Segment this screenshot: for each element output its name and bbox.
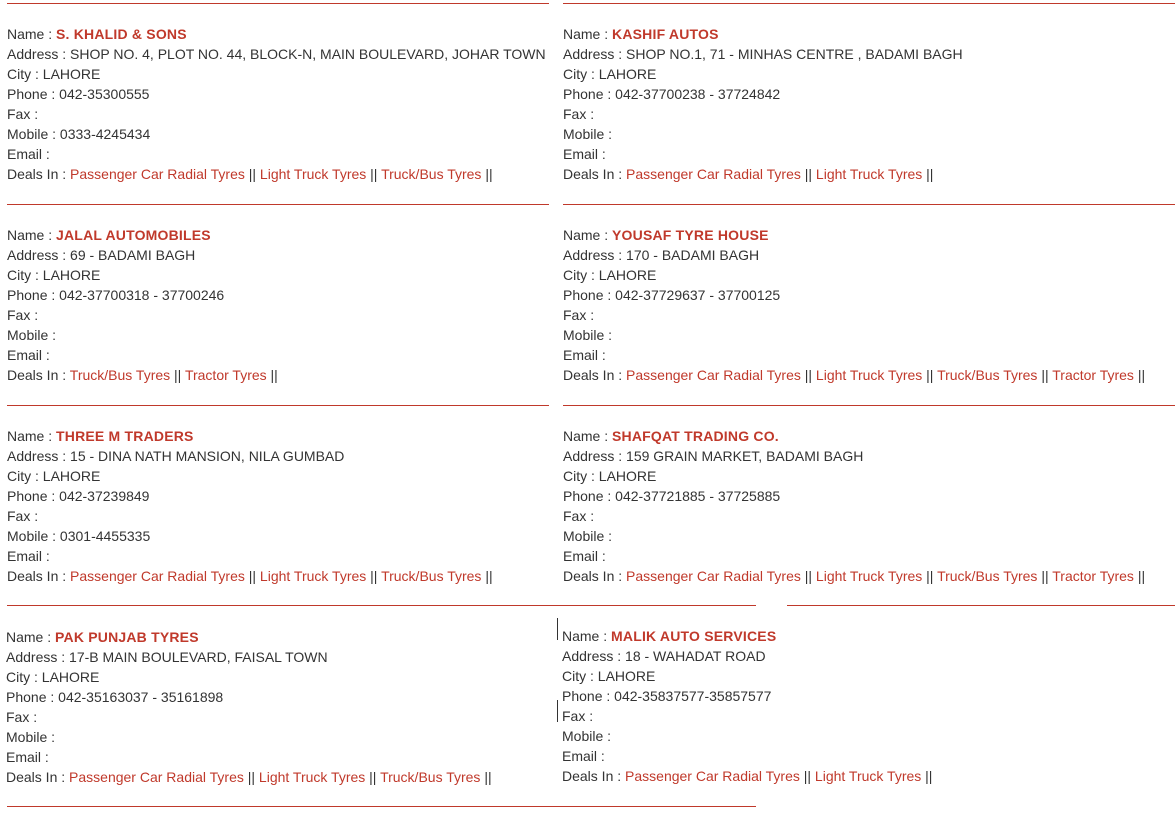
tyre-category-link[interactable]: Truck/Bus Tyres — [380, 769, 481, 785]
dealer-card — [563, 225, 1145, 385]
address-label: Address : — [6, 649, 70, 665]
dealer-mobile: 0333-4245434 — [59, 126, 151, 142]
deals-separator: || — [366, 166, 382, 182]
dealer-phone-row — [563, 285, 1145, 305]
deals-separator: || — [481, 568, 493, 584]
divider — [7, 806, 756, 807]
email-label: Email : — [563, 146, 606, 162]
tyre-category-link[interactable]: Passenger Car Radial Tyres — [626, 166, 801, 182]
dealer-deals-in-row — [563, 566, 1145, 586]
deals-separator: || — [170, 367, 185, 383]
dealer-name: SHAFQAT TRADING CO. — [612, 428, 779, 444]
dealer-deals-in-row — [6, 767, 492, 787]
tyre-category-link[interactable]: Passenger Car Radial Tyres — [626, 568, 801, 584]
deals-in-label: Deals In : — [7, 367, 70, 383]
dealer-name-row — [7, 426, 493, 446]
fax-label: Fax : — [563, 508, 595, 524]
fax-label: Fax : — [562, 708, 594, 724]
deals-separator: || — [244, 166, 260, 182]
dealer-mobile-row — [7, 325, 278, 345]
city-label: City : — [7, 66, 43, 82]
dealer-city: LAHORE — [42, 468, 101, 484]
phone-label: Phone : — [7, 488, 60, 504]
address-label: Address : — [562, 648, 626, 664]
tyre-category-link[interactable]: Truck/Bus Tyres — [937, 367, 1038, 383]
phone-label: Phone : — [562, 688, 615, 704]
dealer-address: 170 - BADAMI BAGH — [626, 247, 760, 263]
city-label: City : — [7, 267, 43, 283]
dealer-phone-row — [7, 285, 278, 305]
dealer-mobile-row — [7, 124, 546, 144]
dealer-address-row — [7, 245, 278, 265]
deals-separator: || — [1133, 568, 1146, 584]
dealer-city: LAHORE — [598, 468, 657, 484]
tyre-category-link[interactable]: Passenger Car Radial Tyres — [69, 769, 244, 785]
dealer-email-row — [562, 746, 932, 766]
address-label: Address : — [563, 247, 627, 263]
city-label: City : — [563, 267, 599, 283]
email-label: Email : — [6, 749, 49, 765]
dealer-email-row — [563, 144, 963, 164]
tyre-category-link[interactable]: Truck/Bus Tyres — [381, 166, 482, 182]
dealer-deals-in-row — [7, 164, 546, 184]
dealer-city-row — [563, 466, 1145, 486]
dealer-email-row — [7, 546, 493, 566]
fax-label: Fax : — [7, 307, 39, 323]
dealer-address-row — [562, 646, 932, 666]
phone-label: Phone : — [563, 86, 616, 102]
dealer-card — [7, 426, 493, 586]
dealer-name-row — [6, 627, 492, 647]
dealer-address: 69 - BADAMI BAGH — [70, 247, 196, 263]
dealer-card — [7, 24, 546, 184]
dealer-city: LAHORE — [41, 669, 100, 685]
city-label: City : — [562, 668, 598, 684]
dealer-phone: 042-37729637 - 37700125 — [615, 287, 781, 303]
name-label: Name : — [7, 227, 57, 243]
dealer-phone: 042-37239849 — [59, 488, 150, 504]
tyre-category-link[interactable]: Truck/Bus Tyres — [69, 367, 171, 383]
deals-separator: || — [1037, 568, 1053, 584]
dealer-name-row — [7, 24, 546, 44]
city-label: City : — [563, 468, 599, 484]
dealer-email-row — [6, 747, 492, 767]
dealer-address-row — [7, 44, 546, 64]
dealer-name: YOUSAF TYRE HOUSE — [612, 227, 769, 243]
dealer-mobile-row — [563, 325, 1145, 345]
deals-separator: || — [800, 367, 816, 383]
name-label: Name : — [6, 629, 56, 645]
mobile-label: Mobile : — [7, 528, 60, 544]
dealer-mobile: 0301-4455335 — [59, 528, 151, 544]
tyre-category-link[interactable]: Light Truck Tyres — [259, 166, 367, 182]
tyre-category-link[interactable]: Light Truck Tyres — [815, 166, 923, 182]
dealer-fax-row — [563, 506, 1145, 526]
deals-separator: || — [244, 568, 260, 584]
address-label: Address : — [563, 46, 627, 62]
dealer-email-row — [563, 546, 1145, 566]
name-label: Name : — [563, 26, 613, 42]
deals-separator: || — [799, 768, 815, 784]
mobile-label: Mobile : — [7, 126, 60, 142]
tyre-category-link[interactable]: Passenger Car Radial Tyres — [625, 768, 800, 784]
tyre-category-link[interactable]: Light Truck Tyres — [815, 568, 923, 584]
dealer-phone-row — [563, 84, 963, 104]
fax-label: Fax : — [7, 508, 39, 524]
divider — [7, 3, 549, 4]
dealer-name: THREE M TRADERS — [56, 428, 194, 444]
dealer-city-row — [562, 666, 932, 686]
deals-separator: || — [800, 568, 816, 584]
tyre-category-link[interactable]: Truck/Bus Tyres — [381, 568, 482, 584]
tyre-category-link[interactable]: Passenger Car Radial Tyres — [626, 367, 801, 383]
tyre-category-link[interactable]: Light Truck Tyres — [814, 768, 922, 784]
dealer-name-row — [563, 225, 1145, 245]
dealer-name: S. KHALID & SONS — [56, 26, 187, 42]
dealer-name: KASHIF AUTOS — [612, 26, 719, 42]
deals-separator: || — [480, 769, 492, 785]
address-label: Address : — [563, 448, 627, 464]
phone-label: Phone : — [7, 86, 60, 102]
dealer-city-row — [7, 466, 493, 486]
email-label: Email : — [7, 548, 50, 564]
mobile-label: Mobile : — [563, 126, 613, 142]
dealer-mobile-row — [7, 526, 493, 546]
fax-label: Fax : — [563, 307, 595, 323]
dealer-city: LAHORE — [598, 267, 657, 283]
address-label: Address : — [7, 247, 71, 263]
divider — [7, 204, 549, 205]
dealer-name-row — [563, 24, 963, 44]
dealer-email-row — [7, 144, 546, 164]
dealer-address: SHOP NO.1, 71 - MINHAS CENTRE , BADAMI BAGH — [626, 46, 963, 62]
dealer-deals-in-row — [7, 566, 493, 586]
dealer-city-row — [563, 64, 963, 84]
divider — [787, 605, 1175, 606]
dealer-phone: 042-35163037 - 35161898 — [58, 689, 224, 705]
mobile-label: Mobile : — [562, 728, 612, 744]
dealer-mobile-row — [6, 727, 492, 747]
dealer-city: LAHORE — [598, 66, 657, 82]
tyre-category-link[interactable]: Tractor Tyres — [184, 367, 267, 383]
dealer-phone-row — [563, 486, 1145, 506]
deals-in-label: Deals In : — [7, 166, 71, 182]
dealer-phone-row — [7, 486, 493, 506]
email-label: Email : — [7, 347, 50, 363]
dealer-deals-in-row — [562, 766, 932, 786]
fax-label: Fax : — [7, 106, 39, 122]
dealer-fax-row — [563, 305, 1145, 325]
tyre-category-link[interactable]: Tractor Tyres — [1052, 568, 1134, 584]
name-label: Name : — [7, 26, 57, 42]
dealer-address-row — [563, 245, 1145, 265]
dealer-deals-in-row — [563, 164, 963, 184]
tyre-category-link[interactable]: Light Truck Tyres — [258, 769, 366, 785]
dealer-city-row — [6, 667, 492, 687]
dealer-email-row — [563, 345, 1145, 365]
deals-separator: || — [922, 166, 934, 182]
dealer-name-row — [563, 426, 1145, 446]
city-label: City : — [7, 468, 43, 484]
tyre-category-link[interactable]: Light Truck Tyres — [259, 568, 367, 584]
dealer-phone: 042-35837577-35857577 — [614, 688, 772, 704]
phone-label: Phone : — [7, 287, 60, 303]
dealer-mobile-row — [563, 526, 1145, 546]
fax-label: Fax : — [563, 106, 595, 122]
dealer-phone: 042-37700318 - 37700246 — [59, 287, 225, 303]
dealer-city-row — [7, 64, 546, 84]
mobile-label: Mobile : — [563, 327, 613, 343]
deals-in-label: Deals In : — [563, 367, 627, 383]
city-label: City : — [6, 669, 42, 685]
address-label: Address : — [7, 46, 71, 62]
divider — [7, 405, 549, 406]
dealer-fax-row — [6, 707, 492, 727]
deals-separator: || — [922, 568, 938, 584]
deals-in-label: Deals In : — [562, 768, 626, 784]
dealer-email-row — [7, 345, 278, 365]
column-divider — [557, 700, 558, 722]
dealer-deals-in-row — [563, 365, 1145, 385]
mobile-label: Mobile : — [6, 729, 56, 745]
dealer-city: LAHORE — [42, 66, 101, 82]
dealer-fax-row — [563, 104, 963, 124]
dealer-fax-row — [7, 305, 278, 325]
divider — [563, 204, 1175, 205]
divider — [7, 605, 756, 606]
dealer-phone-row — [7, 84, 546, 104]
deals-separator: || — [366, 568, 382, 584]
email-label: Email : — [562, 748, 605, 764]
dealer-address: 17-B MAIN BOULEVARD, FAISAL TOWN — [69, 649, 328, 665]
deals-in-label: Deals In : — [563, 568, 627, 584]
tyre-category-link[interactable]: Light Truck Tyres — [815, 367, 923, 383]
deals-separator: || — [921, 768, 933, 784]
email-label: Email : — [563, 548, 606, 564]
dealer-address-row — [563, 44, 963, 64]
deals-separator: || — [922, 367, 938, 383]
phone-label: Phone : — [6, 689, 59, 705]
dealer-fax-row — [7, 104, 546, 124]
deals-in-label: Deals In : — [7, 568, 71, 584]
divider — [563, 3, 1175, 4]
deals-separator: || — [1037, 367, 1053, 383]
name-label: Name : — [563, 428, 613, 444]
dealer-card — [563, 426, 1145, 586]
dealer-fax-row — [562, 706, 932, 726]
dealer-name-row — [7, 225, 278, 245]
dealer-deals-in-row — [7, 365, 278, 385]
dealer-fax-row — [7, 506, 493, 526]
name-label: Name : — [7, 428, 57, 444]
fax-label: Fax : — [6, 709, 38, 725]
deals-separator: || — [266, 367, 278, 383]
dealer-name: PAK PUNJAB TYRES — [55, 629, 199, 645]
dealer-phone-row — [6, 687, 492, 707]
dealer-address: 15 - DINA NATH MANSION, NILA GUMBAD — [70, 448, 345, 464]
dealer-address: SHOP NO. 4, PLOT NO. 44, BLOCK-N, MAIN BOULEVARD, JOHAR TOWN — [70, 46, 546, 62]
dealer-card — [563, 24, 963, 184]
deals-separator: || — [243, 769, 259, 785]
deals-separator: || — [1133, 367, 1146, 383]
dealer-name-row — [562, 626, 932, 646]
name-label: Name : — [562, 628, 612, 644]
tyre-category-link[interactable]: Passenger Car Radial Tyres — [70, 166, 245, 182]
dealer-address: 18 - WAHADAT ROAD — [625, 648, 766, 664]
email-label: Email : — [563, 347, 606, 363]
column-divider — [557, 618, 558, 640]
deals-separator: || — [365, 769, 381, 785]
dealer-phone: 042-37700238 - 37724842 — [615, 86, 781, 102]
tyre-category-link[interactable]: Passenger Car Radial Tyres — [70, 568, 245, 584]
dealer-city: LAHORE — [597, 668, 656, 684]
dealer-address-row — [563, 446, 1145, 466]
deals-in-label: Deals In : — [6, 769, 70, 785]
dealer-name: MALIK AUTO SERVICES — [611, 628, 777, 644]
deals-separator: || — [481, 166, 493, 182]
dealer-address-row — [6, 647, 492, 667]
phone-label: Phone : — [563, 287, 616, 303]
city-label: City : — [563, 66, 599, 82]
dealer-city-row — [563, 265, 1145, 285]
dealer-phone: 042-35300555 — [59, 86, 150, 102]
dealer-card — [7, 225, 278, 385]
deals-separator: || — [800, 166, 816, 182]
mobile-label: Mobile : — [7, 327, 57, 343]
dealer-mobile-row — [562, 726, 932, 746]
name-label: Name : — [563, 227, 613, 243]
dealer-city: LAHORE — [42, 267, 101, 283]
deals-in-label: Deals In : — [563, 166, 627, 182]
dealer-card — [6, 627, 492, 787]
dealer-card — [562, 626, 932, 786]
dealer-phone-row — [562, 686, 932, 706]
phone-label: Phone : — [563, 488, 616, 504]
dealer-name: JALAL AUTOMOBILES — [56, 227, 211, 243]
email-label: Email : — [7, 146, 50, 162]
dealer-address-row — [7, 446, 493, 466]
dealer-city-row — [7, 265, 278, 285]
dealer-phone: 042-37721885 - 37725885 — [615, 488, 781, 504]
address-label: Address : — [7, 448, 71, 464]
divider — [563, 405, 1175, 406]
mobile-label: Mobile : — [563, 528, 613, 544]
tyre-category-link[interactable]: Truck/Bus Tyres — [937, 568, 1038, 584]
dealer-address: 159 GRAIN MARKET, BADAMI BAGH — [626, 448, 864, 464]
dealer-mobile-row — [563, 124, 963, 144]
tyre-category-link[interactable]: Tractor Tyres — [1052, 367, 1134, 383]
